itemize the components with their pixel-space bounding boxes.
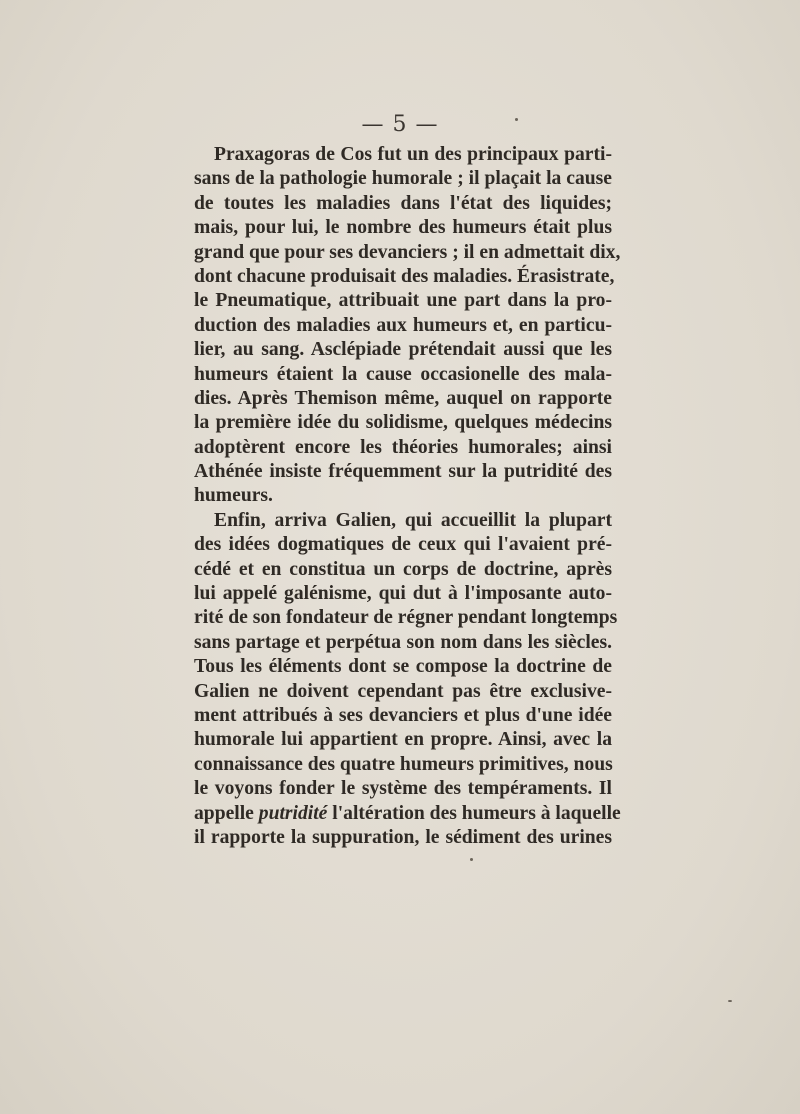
text-line: dont chacune produisait des maladies. Érasistrate, <box>194 265 615 287</box>
text-line: la première idée du solidisme, quelques médecins <box>194 412 612 434</box>
text-line: rité de son fondateur de régner pendant longtemps <box>194 607 618 629</box>
paper-speck <box>470 858 473 861</box>
text-line: humeurs. <box>194 485 273 507</box>
text-line: de toutes les maladies dans l'état des liquides; <box>194 192 612 214</box>
text-line: humorale lui appartient en propre. Ainsi, avec la <box>194 729 612 751</box>
text-line: il rapporte la suppuration, le sédiment des urines <box>194 826 612 848</box>
text-line: adoptèrent encore les théories humorales; ainsi <box>194 436 612 458</box>
text-line: cédé et en constitua un corps de doctrine, après <box>194 558 612 580</box>
text-line: grand que pour ses devanciers ; il en admettait dix, <box>194 241 621 263</box>
text-line: sans de la pathologie humorale ; il plaçait la cause <box>194 168 612 190</box>
page-number: — 5 — <box>361 112 439 137</box>
text-line: le voyons fonder le système des tempéraments. Il <box>194 778 612 800</box>
text-line: sans partage et perpétua son nom dans les siècles. <box>194 631 612 653</box>
text-line: ment attribués à ses devanciers et plus d'une idée <box>194 704 612 726</box>
text-line: humeurs étaient la cause occasionelle des mala- <box>194 363 612 385</box>
text-line: des idées dogmatiques de ceux qui l'avaient pré- <box>194 534 612 556</box>
text-line: dies. Après Themison même, auquel on rapporte <box>194 387 612 409</box>
paper-speck <box>515 118 518 121</box>
text-line: Galien ne doivent cependant pas être exclusive- <box>194 680 612 702</box>
text-line: Praxagoras de Cos fut un des principaux parti- <box>214 144 612 165</box>
text-line: connaissance des quatre humeurs primitives, nous <box>194 753 613 775</box>
text-line: Athénée insiste fréquemment sur la putridité des <box>194 461 612 483</box>
text-line: le Pneumatique, attribuait une part dans la pro- <box>194 290 612 312</box>
body-text <box>194 143 621 850</box>
text-line: mais, pour lui, le nombre des humeurs était plus <box>194 217 612 239</box>
paper-speck <box>728 1000 732 1002</box>
text-line: lier, au sang. Asclépiade prétendait aussi que les <box>194 339 612 361</box>
text-line: Tous les éléments dont se compose la doctrine de <box>194 656 612 678</box>
text-line: duction des maladies aux humeurs et, en particu- <box>194 314 612 336</box>
text-line: lui appelé galénisme, qui dut à l'imposante auto- <box>194 583 612 605</box>
text-line: appelle putridité l'altération des humeurs à laquelle <box>194 802 621 824</box>
text-line: Enfin, arriva Galien, qui accueillit la plupart <box>214 509 612 531</box>
